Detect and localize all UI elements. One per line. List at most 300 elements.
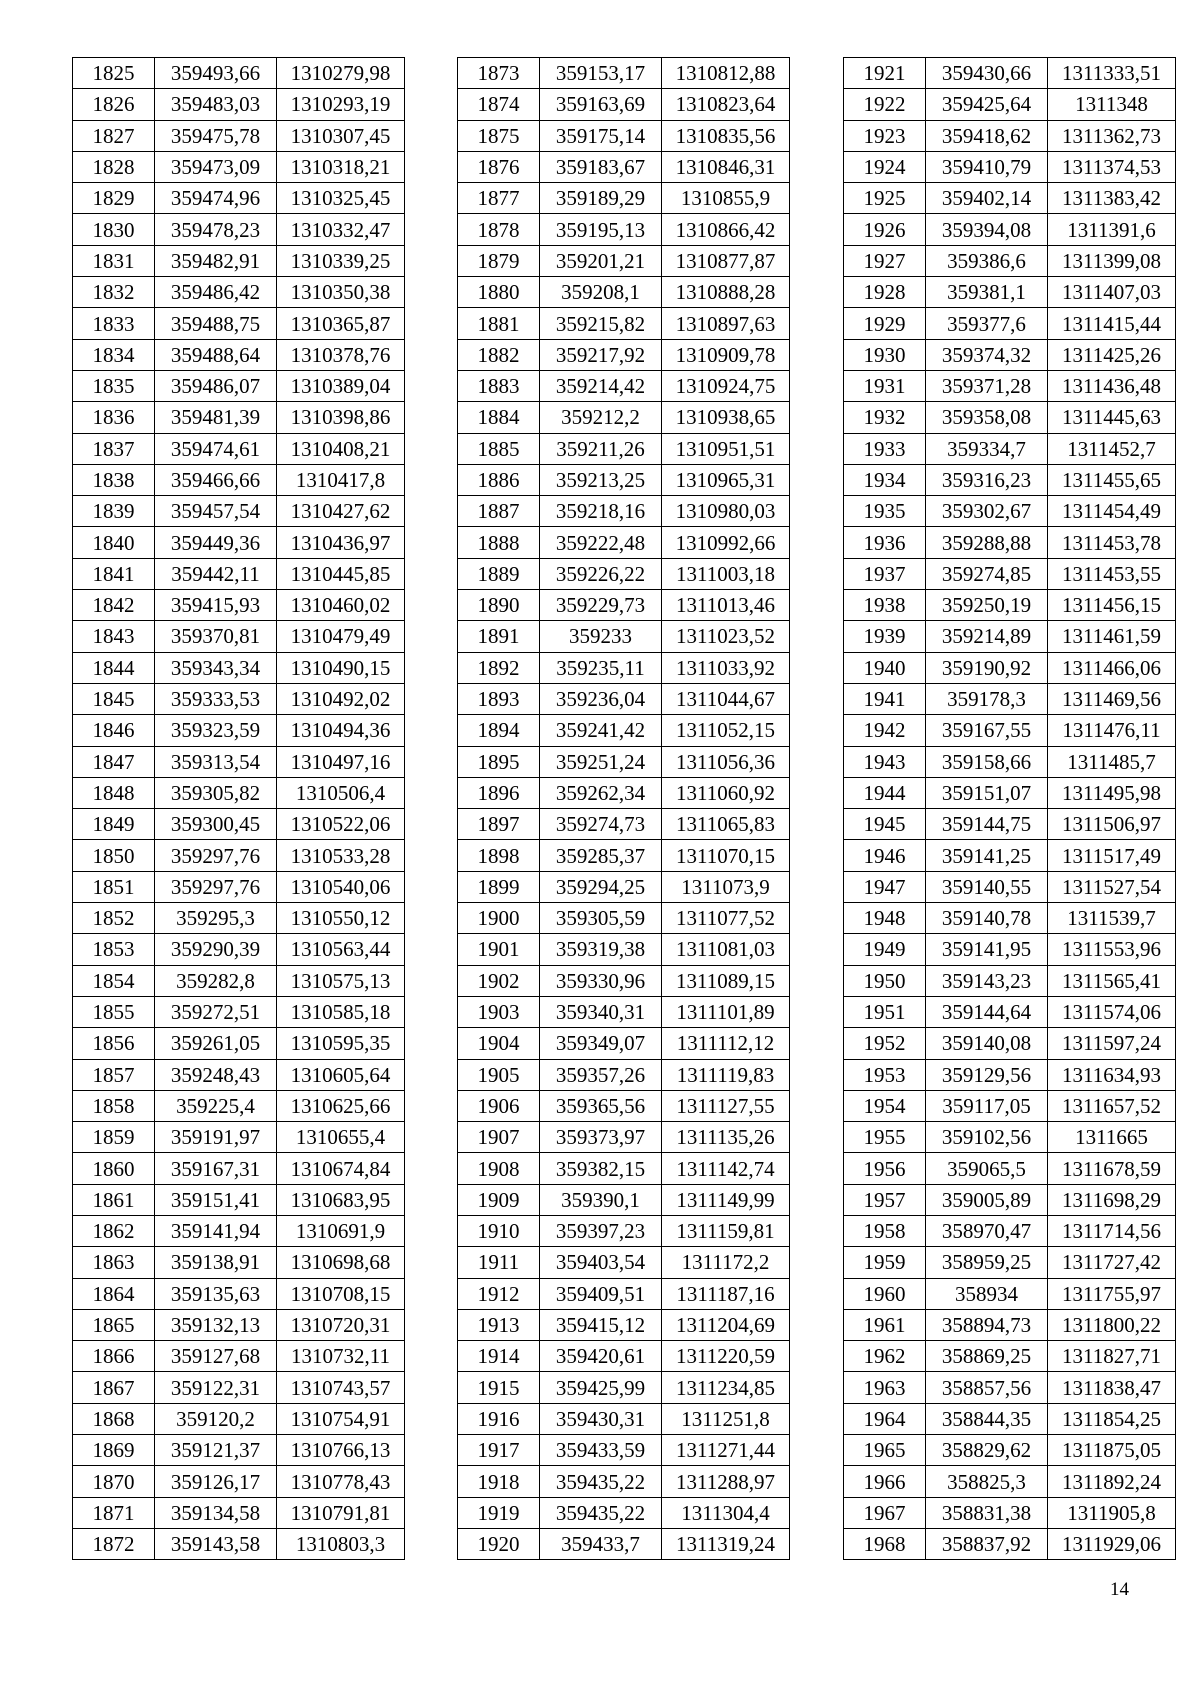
point-number-cell: 1906 xyxy=(458,1090,540,1121)
point-number-cell: 1834 xyxy=(73,339,155,370)
y-coordinate-cell: 1311077,52 xyxy=(662,903,790,934)
point-number-cell: 1927 xyxy=(844,245,926,276)
x-coordinate-cell: 359140,08 xyxy=(926,1028,1048,1059)
x-coordinate-cell: 359191,97 xyxy=(155,1122,277,1153)
point-number-cell: 1930 xyxy=(844,339,926,370)
table-row xyxy=(73,151,405,182)
table-row xyxy=(73,1184,405,1215)
x-coordinate-cell: 358831,38 xyxy=(926,1497,1048,1528)
point-number-cell: 1887 xyxy=(458,496,540,527)
point-number-cell: 1875 xyxy=(458,120,540,151)
x-coordinate-cell: 359005,89 xyxy=(926,1184,1048,1215)
point-number-cell: 1882 xyxy=(458,339,540,370)
x-coordinate-cell: 359357,26 xyxy=(540,1059,662,1090)
table-row xyxy=(73,777,405,808)
x-coordinate-cell: 359233 xyxy=(540,621,662,652)
table-row xyxy=(73,464,405,495)
x-coordinate-cell: 359144,64 xyxy=(926,996,1048,1027)
table-row xyxy=(844,1184,1176,1215)
x-coordinate-cell: 359141,25 xyxy=(926,840,1048,871)
y-coordinate-cell: 1311527,54 xyxy=(1048,871,1176,902)
y-coordinate-cell: 1311445,63 xyxy=(1048,402,1176,433)
point-number-cell: 1951 xyxy=(844,996,926,1027)
y-coordinate-cell: 1311469,56 xyxy=(1048,683,1176,714)
y-coordinate-cell: 1311905,8 xyxy=(1048,1497,1176,1528)
point-number-cell: 1886 xyxy=(458,464,540,495)
table-row xyxy=(844,1090,1176,1121)
x-coordinate-cell: 359319,38 xyxy=(540,934,662,965)
y-coordinate-cell: 1311073,9 xyxy=(662,871,790,902)
x-coordinate-cell: 359208,1 xyxy=(540,277,662,308)
x-coordinate-cell: 359358,08 xyxy=(926,402,1048,433)
x-coordinate-cell: 359334,7 xyxy=(926,433,1048,464)
point-number-cell: 1946 xyxy=(844,840,926,871)
table-row xyxy=(844,1466,1176,1497)
x-coordinate-cell: 359430,66 xyxy=(926,58,1048,89)
y-coordinate-cell: 1310965,31 xyxy=(662,464,790,495)
x-coordinate-cell: 359294,25 xyxy=(540,871,662,902)
x-coordinate-cell: 359236,04 xyxy=(540,683,662,714)
table-row xyxy=(844,402,1176,433)
y-coordinate-cell: 1310766,13 xyxy=(277,1435,405,1466)
point-number-cell: 1896 xyxy=(458,777,540,808)
y-coordinate-cell: 1311288,97 xyxy=(662,1466,790,1497)
y-coordinate-cell: 1310389,04 xyxy=(277,370,405,401)
point-number-cell: 1933 xyxy=(844,433,926,464)
x-coordinate-cell: 359225,4 xyxy=(155,1090,277,1121)
table-row xyxy=(73,183,405,214)
point-number-cell: 1934 xyxy=(844,464,926,495)
y-coordinate-cell: 1310479,49 xyxy=(277,621,405,652)
y-coordinate-cell: 1311112,12 xyxy=(662,1028,790,1059)
point-number-cell: 1883 xyxy=(458,370,540,401)
table-row xyxy=(458,370,790,401)
table-row xyxy=(73,308,405,339)
point-number-cell: 1901 xyxy=(458,934,540,965)
y-coordinate-cell: 1311127,55 xyxy=(662,1090,790,1121)
y-coordinate-cell: 1310460,02 xyxy=(277,590,405,621)
point-number-cell: 1940 xyxy=(844,652,926,683)
table-row xyxy=(844,590,1176,621)
x-coordinate-cell: 359274,85 xyxy=(926,558,1048,589)
table-row xyxy=(844,277,1176,308)
table-row xyxy=(844,1028,1176,1059)
table-row xyxy=(844,58,1176,89)
y-coordinate-cell: 1311466,06 xyxy=(1048,652,1176,683)
x-coordinate-cell: 359144,75 xyxy=(926,809,1048,840)
y-coordinate-cell: 1311251,8 xyxy=(662,1403,790,1434)
x-coordinate-cell: 359297,76 xyxy=(155,840,277,871)
point-number-cell: 1874 xyxy=(458,89,540,120)
table-row xyxy=(458,746,790,777)
table-row xyxy=(73,214,405,245)
table-row xyxy=(73,527,405,558)
table-row xyxy=(73,1215,405,1246)
y-coordinate-cell: 1310563,44 xyxy=(277,934,405,965)
point-number-cell: 1848 xyxy=(73,777,155,808)
x-coordinate-cell: 359482,91 xyxy=(155,245,277,276)
point-number-cell: 1920 xyxy=(458,1528,540,1559)
y-coordinate-cell: 1311634,93 xyxy=(1048,1059,1176,1090)
x-coordinate-cell: 359272,51 xyxy=(155,996,277,1027)
y-coordinate-cell: 1310951,51 xyxy=(662,433,790,464)
point-number-cell: 1908 xyxy=(458,1153,540,1184)
y-coordinate-cell: 1311333,51 xyxy=(1048,58,1176,89)
table-row xyxy=(458,402,790,433)
table-row xyxy=(458,1435,790,1466)
table-row xyxy=(73,683,405,714)
table-row xyxy=(73,965,405,996)
point-number-cell: 1936 xyxy=(844,527,926,558)
x-coordinate-cell: 359374,32 xyxy=(926,339,1048,370)
y-coordinate-cell: 1311304,4 xyxy=(662,1497,790,1528)
point-number-cell: 1967 xyxy=(844,1497,926,1528)
table-row xyxy=(844,1059,1176,1090)
y-coordinate-cell: 1310938,65 xyxy=(662,402,790,433)
table-row xyxy=(73,402,405,433)
point-number-cell: 1885 xyxy=(458,433,540,464)
point-number-cell: 1871 xyxy=(73,1497,155,1528)
y-coordinate-cell: 1310506,4 xyxy=(277,777,405,808)
y-coordinate-cell: 1311187,16 xyxy=(662,1278,790,1309)
y-coordinate-cell: 1311119,83 xyxy=(662,1059,790,1090)
point-number-cell: 1931 xyxy=(844,370,926,401)
table-row xyxy=(73,1372,405,1403)
y-coordinate-cell: 1311033,92 xyxy=(662,652,790,683)
table-row xyxy=(844,120,1176,151)
table-row xyxy=(458,590,790,621)
y-coordinate-cell: 1310924,75 xyxy=(662,370,790,401)
y-coordinate-cell: 1311838,47 xyxy=(1048,1372,1176,1403)
x-coordinate-cell: 359457,54 xyxy=(155,496,277,527)
point-number-cell: 1949 xyxy=(844,934,926,965)
x-coordinate-cell: 359121,37 xyxy=(155,1435,277,1466)
x-coordinate-cell: 359129,56 xyxy=(926,1059,1048,1090)
point-number-cell: 1957 xyxy=(844,1184,926,1215)
point-number-cell: 1910 xyxy=(458,1215,540,1246)
point-number-cell: 1860 xyxy=(73,1153,155,1184)
y-coordinate-cell: 1310492,02 xyxy=(277,683,405,714)
point-number-cell: 1893 xyxy=(458,683,540,714)
table-row xyxy=(73,1403,405,1434)
table-row xyxy=(73,746,405,777)
point-number-cell: 1849 xyxy=(73,809,155,840)
table-row xyxy=(844,996,1176,1027)
table-row xyxy=(844,840,1176,871)
table-row xyxy=(844,1372,1176,1403)
x-coordinate-cell: 359370,81 xyxy=(155,621,277,652)
point-number-cell: 1884 xyxy=(458,402,540,433)
x-coordinate-cell: 359122,31 xyxy=(155,1372,277,1403)
table-row xyxy=(458,1215,790,1246)
point-number-cell: 1842 xyxy=(73,590,155,621)
x-coordinate-cell: 359302,67 xyxy=(926,496,1048,527)
point-number-cell: 1929 xyxy=(844,308,926,339)
x-coordinate-cell: 358837,92 xyxy=(926,1528,1048,1559)
x-coordinate-cell: 359473,09 xyxy=(155,151,277,182)
table-row xyxy=(73,652,405,683)
point-number-cell: 1829 xyxy=(73,183,155,214)
x-coordinate-cell: 359250,19 xyxy=(926,590,1048,621)
x-coordinate-cell: 359201,21 xyxy=(540,245,662,276)
y-coordinate-cell: 1310427,62 xyxy=(277,496,405,527)
x-coordinate-cell: 359189,29 xyxy=(540,183,662,214)
y-coordinate-cell: 1310791,81 xyxy=(277,1497,405,1528)
table-row xyxy=(73,339,405,370)
point-number-cell: 1923 xyxy=(844,120,926,151)
point-number-cell: 1956 xyxy=(844,1153,926,1184)
y-coordinate-cell: 1310417,8 xyxy=(277,464,405,495)
table-row xyxy=(844,715,1176,746)
y-coordinate-cell: 1311023,52 xyxy=(662,621,790,652)
point-number-cell: 1895 xyxy=(458,746,540,777)
x-coordinate-cell: 359478,23 xyxy=(155,214,277,245)
x-coordinate-cell: 359143,23 xyxy=(926,965,1048,996)
point-number-cell: 1847 xyxy=(73,746,155,777)
x-coordinate-cell: 359151,41 xyxy=(155,1184,277,1215)
point-number-cell: 1925 xyxy=(844,183,926,214)
table-row xyxy=(458,1497,790,1528)
y-coordinate-cell: 1310378,76 xyxy=(277,339,405,370)
x-coordinate-cell: 359313,54 xyxy=(155,746,277,777)
table-row xyxy=(844,527,1176,558)
point-number-cell: 1836 xyxy=(73,402,155,433)
point-number-cell: 1953 xyxy=(844,1059,926,1090)
x-coordinate-cell: 359175,14 xyxy=(540,120,662,151)
table-row xyxy=(73,903,405,934)
y-coordinate-cell: 1310625,66 xyxy=(277,1090,405,1121)
table-row xyxy=(844,433,1176,464)
table-row xyxy=(73,496,405,527)
y-coordinate-cell: 1310605,64 xyxy=(277,1059,405,1090)
table-row xyxy=(844,652,1176,683)
y-coordinate-cell: 1311101,89 xyxy=(662,996,790,1027)
table-row xyxy=(844,1278,1176,1309)
table-row xyxy=(458,652,790,683)
x-coordinate-cell: 359065,5 xyxy=(926,1153,1048,1184)
point-number-cell: 1864 xyxy=(73,1278,155,1309)
table-row xyxy=(73,715,405,746)
y-coordinate-cell: 1311220,59 xyxy=(662,1341,790,1372)
y-coordinate-cell: 1310866,42 xyxy=(662,214,790,245)
table-row xyxy=(73,558,405,589)
table-row xyxy=(73,1090,405,1121)
table-row xyxy=(73,1435,405,1466)
point-number-cell: 1937 xyxy=(844,558,926,589)
point-number-cell: 1830 xyxy=(73,214,155,245)
table-row xyxy=(844,151,1176,182)
x-coordinate-cell: 359394,08 xyxy=(926,214,1048,245)
x-coordinate-cell: 359241,42 xyxy=(540,715,662,746)
table-row xyxy=(844,1247,1176,1278)
x-coordinate-cell: 359474,96 xyxy=(155,183,277,214)
table-row xyxy=(458,558,790,589)
y-coordinate-cell: 1311052,15 xyxy=(662,715,790,746)
table-row xyxy=(844,809,1176,840)
y-coordinate-cell: 1311081,03 xyxy=(662,934,790,965)
y-coordinate-cell: 1310490,15 xyxy=(277,652,405,683)
y-coordinate-cell: 1310803,3 xyxy=(277,1528,405,1559)
x-coordinate-cell: 359143,58 xyxy=(155,1528,277,1559)
x-coordinate-cell: 359248,43 xyxy=(155,1059,277,1090)
y-coordinate-cell: 1311539,7 xyxy=(1048,903,1176,934)
x-coordinate-cell: 359140,78 xyxy=(926,903,1048,934)
x-coordinate-cell: 359167,31 xyxy=(155,1153,277,1184)
x-coordinate-cell: 359214,42 xyxy=(540,370,662,401)
y-coordinate-cell: 1311436,48 xyxy=(1048,370,1176,401)
y-coordinate-cell: 1310909,78 xyxy=(662,339,790,370)
table-row xyxy=(844,777,1176,808)
coordinate-table-1 xyxy=(72,57,405,1560)
x-coordinate-cell: 359305,82 xyxy=(155,777,277,808)
x-coordinate-cell: 359349,07 xyxy=(540,1028,662,1059)
x-coordinate-cell: 359323,59 xyxy=(155,715,277,746)
table-row xyxy=(844,89,1176,120)
point-number-cell: 1892 xyxy=(458,652,540,683)
y-coordinate-cell: 1310846,31 xyxy=(662,151,790,182)
x-coordinate-cell: 358894,73 xyxy=(926,1309,1048,1340)
point-number-cell: 1890 xyxy=(458,590,540,621)
table-row xyxy=(73,871,405,902)
point-number-cell: 1831 xyxy=(73,245,155,276)
x-coordinate-cell: 359183,67 xyxy=(540,151,662,182)
table-row xyxy=(458,683,790,714)
point-number-cell: 1926 xyxy=(844,214,926,245)
y-coordinate-cell: 1311485,7 xyxy=(1048,746,1176,777)
table-row xyxy=(458,777,790,808)
y-coordinate-cell: 1310408,21 xyxy=(277,433,405,464)
x-coordinate-cell: 359127,68 xyxy=(155,1341,277,1372)
y-coordinate-cell: 1311461,59 xyxy=(1048,621,1176,652)
y-coordinate-cell: 1311827,71 xyxy=(1048,1341,1176,1372)
point-number-cell: 1932 xyxy=(844,402,926,433)
table-row xyxy=(458,1372,790,1403)
table-row xyxy=(458,996,790,1027)
y-coordinate-cell: 1310754,91 xyxy=(277,1403,405,1434)
x-coordinate-cell: 359102,56 xyxy=(926,1122,1048,1153)
x-coordinate-cell: 359403,54 xyxy=(540,1247,662,1278)
table-row xyxy=(844,1403,1176,1434)
y-coordinate-cell: 1311044,67 xyxy=(662,683,790,714)
table-row xyxy=(458,464,790,495)
x-coordinate-cell: 358857,56 xyxy=(926,1372,1048,1403)
y-coordinate-cell: 1311362,73 xyxy=(1048,120,1176,151)
x-coordinate-cell: 359365,56 xyxy=(540,1090,662,1121)
table-row xyxy=(458,277,790,308)
table-row xyxy=(73,1153,405,1184)
x-coordinate-cell: 359178,3 xyxy=(926,683,1048,714)
point-number-cell: 1966 xyxy=(844,1466,926,1497)
point-number-cell: 1912 xyxy=(458,1278,540,1309)
y-coordinate-cell: 1311056,36 xyxy=(662,746,790,777)
y-coordinate-cell: 1311271,44 xyxy=(662,1435,790,1466)
table-row xyxy=(73,433,405,464)
table-row xyxy=(73,58,405,89)
table-row xyxy=(458,809,790,840)
table-row xyxy=(73,996,405,1027)
x-coordinate-cell: 359466,66 xyxy=(155,464,277,495)
x-coordinate-cell: 359343,34 xyxy=(155,652,277,683)
x-coordinate-cell: 359409,51 xyxy=(540,1278,662,1309)
table-row xyxy=(73,1247,405,1278)
point-number-cell: 1939 xyxy=(844,621,926,652)
table-row xyxy=(844,183,1176,214)
y-coordinate-cell: 1310550,12 xyxy=(277,903,405,934)
point-number-cell: 1835 xyxy=(73,370,155,401)
x-coordinate-cell: 359433,59 xyxy=(540,1435,662,1466)
point-number-cell: 1915 xyxy=(458,1372,540,1403)
y-coordinate-cell: 1311453,55 xyxy=(1048,558,1176,589)
x-coordinate-cell: 359126,17 xyxy=(155,1466,277,1497)
x-coordinate-cell: 359415,93 xyxy=(155,590,277,621)
y-coordinate-cell: 1311149,99 xyxy=(662,1184,790,1215)
x-coordinate-cell: 359381,1 xyxy=(926,277,1048,308)
point-number-cell: 1841 xyxy=(73,558,155,589)
point-number-cell: 1833 xyxy=(73,308,155,339)
y-coordinate-cell: 1310332,47 xyxy=(277,214,405,245)
x-coordinate-cell: 359215,82 xyxy=(540,308,662,339)
y-coordinate-cell: 1311142,74 xyxy=(662,1153,790,1184)
x-coordinate-cell: 359141,94 xyxy=(155,1215,277,1246)
point-number-cell: 1950 xyxy=(844,965,926,996)
x-coordinate-cell: 359386,6 xyxy=(926,245,1048,276)
x-coordinate-cell: 359282,8 xyxy=(155,965,277,996)
y-coordinate-cell: 1310732,11 xyxy=(277,1341,405,1372)
x-coordinate-cell: 359134,58 xyxy=(155,1497,277,1528)
point-number-cell: 1913 xyxy=(458,1309,540,1340)
table-row xyxy=(73,934,405,965)
table-row xyxy=(73,1122,405,1153)
x-coordinate-cell: 359222,48 xyxy=(540,527,662,558)
y-coordinate-cell: 1310293,19 xyxy=(277,89,405,120)
x-coordinate-cell: 359483,03 xyxy=(155,89,277,120)
x-coordinate-cell: 359218,16 xyxy=(540,496,662,527)
y-coordinate-cell: 1310835,56 xyxy=(662,120,790,151)
point-number-cell: 1827 xyxy=(73,120,155,151)
point-number-cell: 1870 xyxy=(73,1466,155,1497)
point-number-cell: 1898 xyxy=(458,840,540,871)
point-number-cell: 1862 xyxy=(73,1215,155,1246)
y-coordinate-cell: 1310325,45 xyxy=(277,183,405,214)
point-number-cell: 1858 xyxy=(73,1090,155,1121)
point-number-cell: 1914 xyxy=(458,1341,540,1372)
point-number-cell: 1947 xyxy=(844,871,926,902)
point-number-cell: 1844 xyxy=(73,652,155,683)
x-coordinate-cell: 359425,99 xyxy=(540,1372,662,1403)
y-coordinate-cell: 1310398,86 xyxy=(277,402,405,433)
x-coordinate-cell: 358934 xyxy=(926,1278,1048,1309)
point-number-cell: 1903 xyxy=(458,996,540,1027)
y-coordinate-cell: 1311135,26 xyxy=(662,1122,790,1153)
table-row xyxy=(458,151,790,182)
table-row xyxy=(458,1403,790,1434)
point-number-cell: 1905 xyxy=(458,1059,540,1090)
point-number-cell: 1880 xyxy=(458,277,540,308)
table-row xyxy=(458,1309,790,1340)
y-coordinate-cell: 1311399,08 xyxy=(1048,245,1176,276)
point-number-cell: 1922 xyxy=(844,89,926,120)
table-row xyxy=(844,683,1176,714)
point-number-cell: 1838 xyxy=(73,464,155,495)
point-number-cell: 1878 xyxy=(458,214,540,245)
y-coordinate-cell: 1311065,83 xyxy=(662,809,790,840)
x-coordinate-cell: 358844,35 xyxy=(926,1403,1048,1434)
y-coordinate-cell: 1311383,42 xyxy=(1048,183,1176,214)
y-coordinate-cell: 1310674,84 xyxy=(277,1153,405,1184)
table-row xyxy=(844,339,1176,370)
x-coordinate-cell: 359163,69 xyxy=(540,89,662,120)
x-coordinate-cell: 359262,34 xyxy=(540,777,662,808)
